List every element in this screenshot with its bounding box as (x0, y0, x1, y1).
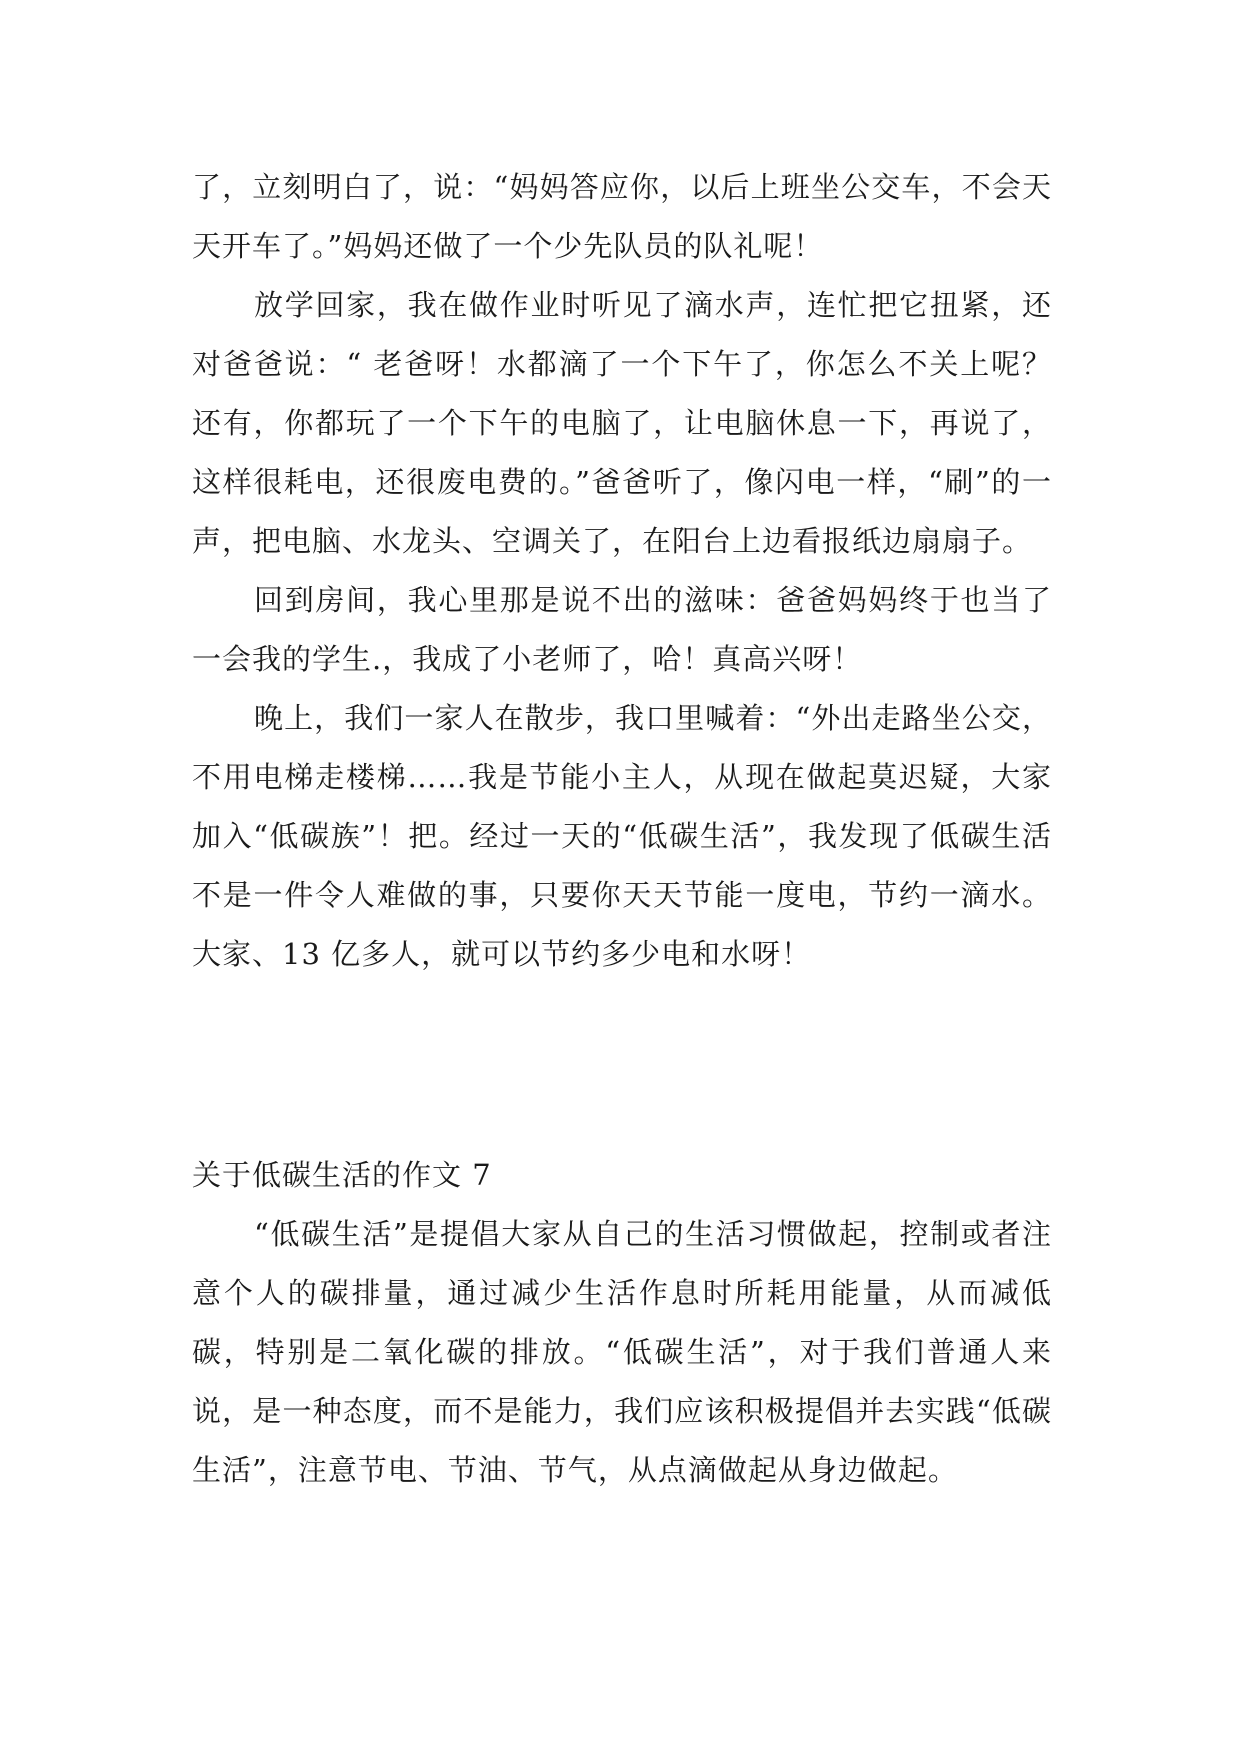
paragraph: 回到房间，我心里那是说不出的滋味：爸爸妈妈终于也当了一会我的学生.，我成了小老师了，哈！真高兴呀！ (192, 583, 1052, 676)
essay-body-bottom (192, 1205, 1052, 1500)
paragraph: “低碳生活”是提倡大家从自己的生活习惯做起，控制或者注意个人的碳排量，通过减少生活作息时所耗用能量，从而减低碳，特别是二氧化碳的排放。“低碳生活”，对于我们普通人来说，是一种态度，而不是能力，我们应该积极提倡并去实践“低碳生活”，注意节电、节油、节气，从点滴做起从身边做起。 (192, 1217, 1052, 1487)
paragraph: 晚上，我们一家人在散步，我口里喊着：“外出走路坐公交，不用电梯走楼梯……我是节能小主人，从现在做起莫迟疑，大家加入“低碳族”！把。经过一天的“低碳生活”，我发现了低碳生活不是一件令人难做的事，只要你天天节能一度电，节约一滴水。大家、13 亿多人，就可以节约多少电和水呀！ (192, 701, 1052, 971)
paragraph: 放学回家，我在做作业时听见了滴水声，连忙把它扭紧，还对爸爸说：“ 老爸呀！水都滴了一个下午了，你怎么不关上呢？还有，你都玩了一个下午的电脑了，让电脑休息一下，再说了，这样很耗电，还很废电费的。”爸爸听了，像闪电一样，“刷”的一声，把电脑、水龙头、空调关了，在阳台上边看报纸边扇扇子。 (192, 288, 1052, 558)
section-title: 关于低碳生活的作文 7 (192, 1158, 492, 1192)
paragraph-continuation: 了，立刻明白了，说：“妈妈答应你，以后上班坐公交车，不会天天开车了。”妈妈还做了一个少先队员的队礼呢！ (192, 170, 1052, 263)
essay-body-top (192, 158, 1052, 984)
